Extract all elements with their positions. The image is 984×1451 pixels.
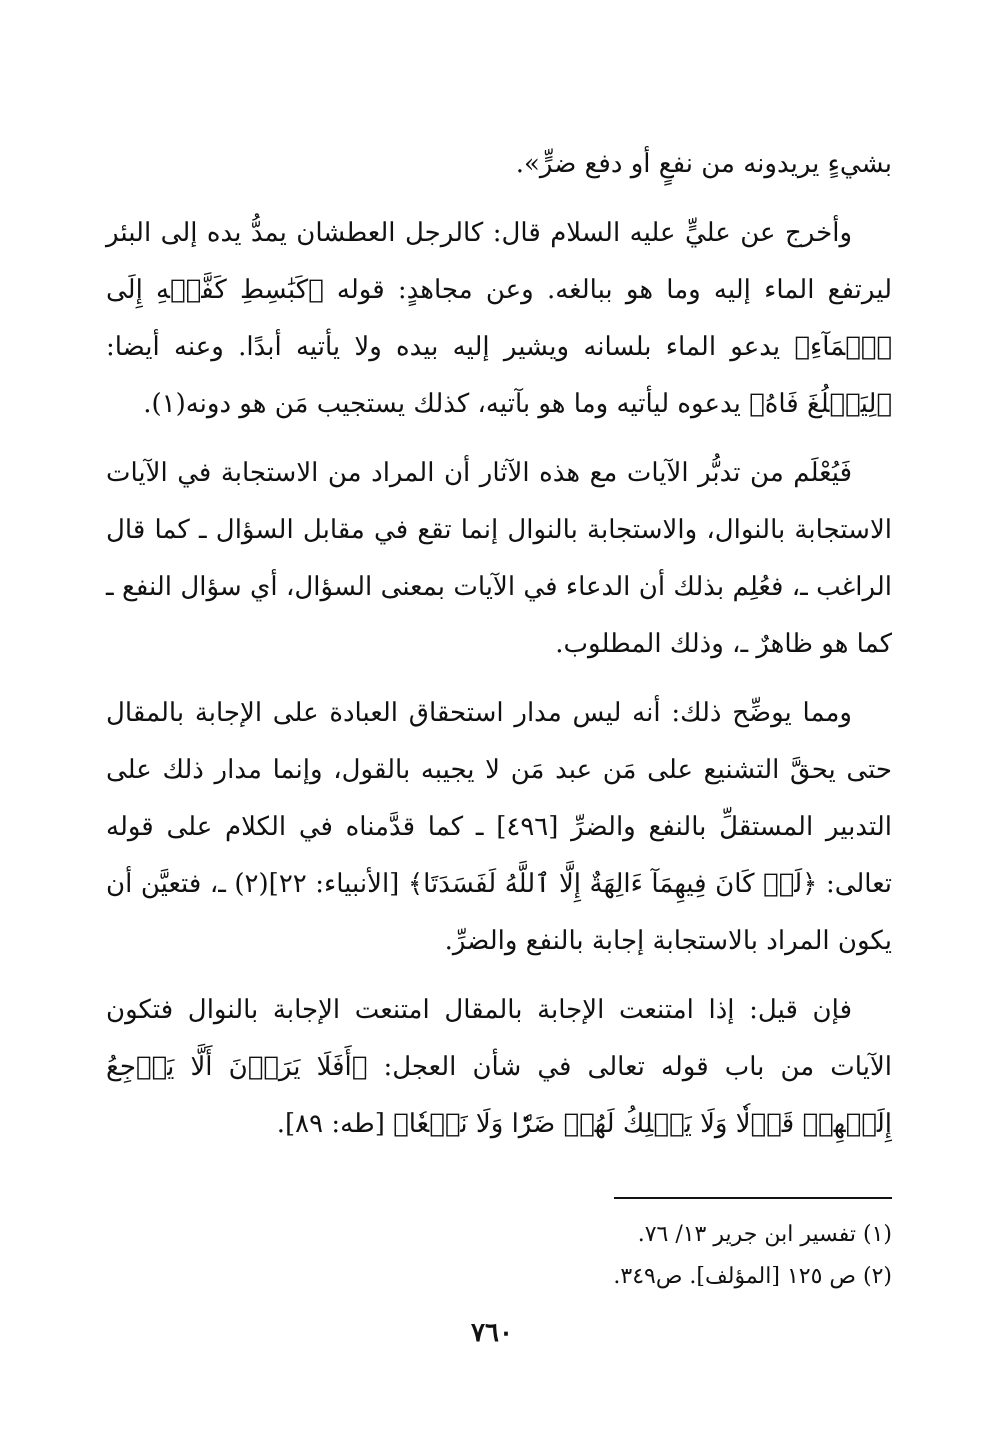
paragraph-clarification: ومما يوضِّح ذلك: أنه ليس مدار استحقاق العبادة على الإجابة بالمقال حتى يحقَّ التشنيع على مَن عبد مَن لا يجيبه بالقول، وإنما مدار ذلك على التدبير المستقلِّ بالنفع والضرِّ [٤٩٦] ـ كما قدَّمناه في الكلام على قوله تعالى: ﴿لَوۡ كَانَ فِيهِمَآ ءَالِهَةٌ إِلَّا ٱللَّهُ لَفَسَدَتَا﴾ [الأنبياء: ٢٢](٢) ـ، فتعيَّن أن يكون المراد بالاستجابة إجابة بالنفع والضرِّ. [106, 698, 893, 956]
paragraph-continuation: بشيءٍ يريدونه من نفعٍ أو دفع ضرٍّ». [515, 149, 892, 179]
paragraph-ali-narration: وأخرج عن عليٍّ عليه السلام قال: كالرجل العطشان يمدُّ يده إلى البئر ليرتفع الماء إليه وما هو ببالغه. وعن مجاهدٍ: قوله ﴿كَبَٰسِطِ كَفَّيۡهِ إِلَى ٱلۡمَآءِ﴾ يدعو الماء بلسانه ويشير إليه بيده ولا يأتيه أبدًا. وعنه أيضا: ﴿لِيَبۡلُغَ فَاهُ﴾ يدعوه ليأتيه وما هو بآتيه، كذلك يستجيب مَن هو دونه(١). [106, 218, 893, 419]
page-body [106, 136, 892, 1386]
page-number: ٧٦٠ [471, 1318, 513, 1348]
footnote-2: (٢) ص ١٢٥ [المؤلف]. ص٣٤٩. [613, 1264, 892, 1289]
paragraph-conclusion: فَيُعْلَم من تدبُّر الآيات مع هذه الآثار أن المراد من الاستجابة في الآيات الاستجابة بالنوال، والاستجابة بالنوال إنما تقع في مقابل السؤال ـ كما قال الراغب ـ، فعُلِم بذلك أن الدعاء في الآيات بمعنى السؤال، أي سؤال النفع ـ كما هو ظاهرٌ ـ، وذلك المطلوب. [106, 458, 892, 659]
paragraph-objection: فإن قيل: إذا امتنعت الإجابة بالمقال امتنعت الإجابة بالنوال فتكون الآيات من باب قوله تعالى في شأن العجل: ﴿أَفَلَا يَرَوۡنَ أَلَّا يَرۡجِعُ إِلَيۡهِمۡ قَوۡلٗا وَلَا يَمۡلِكُ لَهُمۡ ضَرّٗا وَلَا نَفۡعٗا﴾ [طه: ٨٩]. [106, 995, 892, 1139]
footnotes [106, 1214, 892, 1298]
footnote-1: (١) تفسير ابن جرير ١٣/ ٧٦. [637, 1222, 892, 1247]
footnote-divider [614, 1197, 892, 1199]
